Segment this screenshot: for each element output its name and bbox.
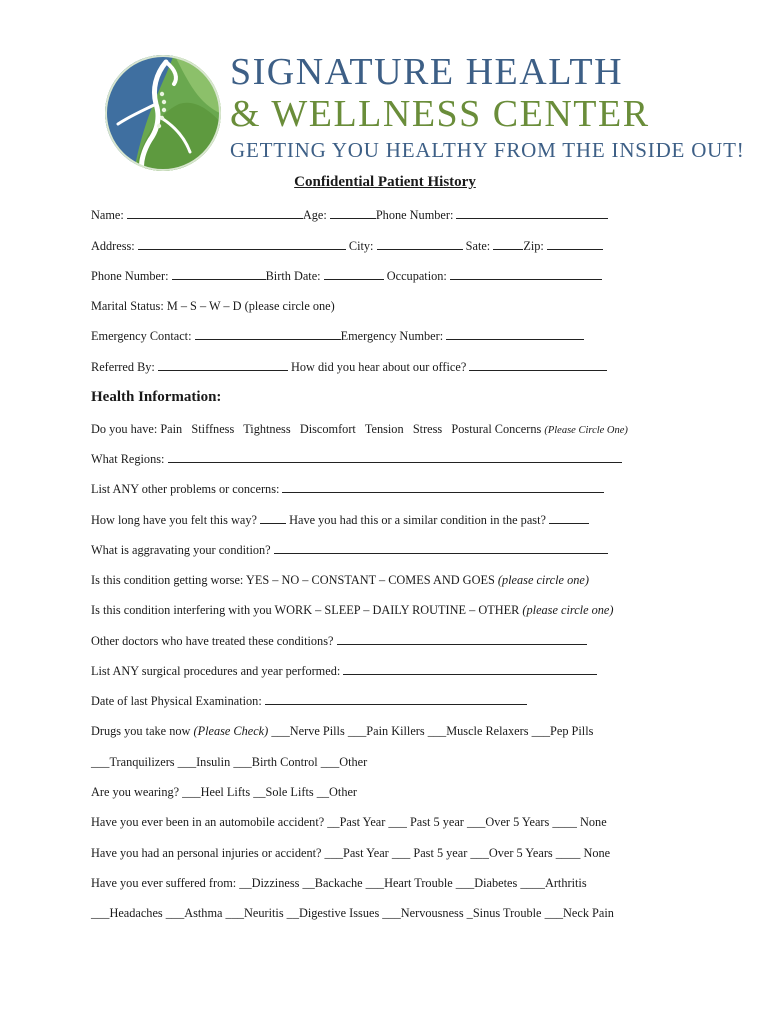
phone-field[interactable]	[456, 207, 608, 219]
row-address	[91, 238, 603, 254]
other-doctors-field[interactable]	[337, 633, 587, 645]
referred-by-label: Referred By:	[91, 360, 155, 374]
row-regions	[91, 451, 622, 467]
name-label: Name:	[91, 208, 124, 222]
surgical-field[interactable]	[343, 663, 597, 675]
phone2-field[interactable]	[172, 268, 266, 280]
clinic-logo	[104, 51, 745, 174]
regions-label: What Regions:	[91, 452, 165, 466]
row-name	[91, 207, 608, 223]
row-interfering[interactable]	[91, 602, 613, 618]
marital-status[interactable]: Marital Status: M – S – W – D (please circle one)	[91, 299, 335, 313]
row-auto-accident[interactable]: Have you ever been in an automobile accident? __Past Year ___ Past 5 year ___Over 5 Years ____ None	[91, 815, 607, 829]
city-field[interactable]	[377, 238, 463, 250]
surgical-label: List ANY surgical procedures and year performed:	[91, 664, 341, 678]
row-how-long	[91, 512, 589, 528]
occupation-label: Occupation:	[386, 269, 447, 283]
how-heard-label: How did you hear about our office?	[291, 360, 467, 374]
spine-logo-icon	[104, 54, 222, 172]
row-worse[interactable]	[91, 572, 589, 588]
worse-text: Is this condition getting worse: YES – NO – CONSTANT – COMES AND GOES	[91, 573, 495, 587]
name-field[interactable]	[127, 207, 303, 219]
row-emergency	[91, 328, 584, 344]
how-long-label: How long have you felt this way?	[91, 513, 257, 527]
drugs-note: (Please Check)	[193, 724, 269, 738]
row-birth	[91, 268, 602, 284]
zip-field[interactable]	[547, 238, 603, 250]
age-label: Age:	[302, 208, 327, 222]
row-surgical	[91, 663, 597, 679]
row-drugs-2[interactable]: ___Tranquilizers ___Insulin ___Birth Control ___Other	[91, 755, 368, 769]
emergency-number-label: Emergency Number:	[340, 329, 444, 343]
similar-field[interactable]	[549, 512, 589, 524]
row-drugs[interactable]	[91, 723, 593, 739]
city-label: City:	[348, 239, 374, 253]
phone-label: Phone Number:	[375, 208, 454, 222]
last-exam-label: Date of last Physical Examination:	[91, 694, 262, 708]
occupation-field[interactable]	[450, 268, 602, 280]
do-you-have-note: (Please Circle One)	[544, 425, 628, 436]
row-referred	[91, 359, 607, 375]
birth-date-label: Birth Date:	[265, 269, 321, 283]
row-personal-injuries[interactable]: Have you had an personal injuries or accident? ___Past Year ___ Past 5 year ___Over 5 Years ____ None	[91, 846, 611, 860]
how-long-field[interactable]	[260, 512, 286, 524]
logo-line2: & WELLNESS CENTER	[230, 93, 650, 135]
address-field[interactable]	[138, 238, 346, 250]
zip-label: Zip:	[523, 239, 544, 253]
interfering-text: Is this condition interfering with you WORK – SLEEP – DAILY ROUTINE – OTHER	[91, 603, 520, 617]
aggravating-field[interactable]	[274, 542, 608, 554]
state-label: Sate:	[465, 239, 491, 253]
row-problems	[91, 481, 604, 497]
do-you-have-text: Do you have: Pain Stiffness Tightness Discomfort Tension Stress Postural Concerns	[91, 422, 542, 436]
how-heard-field[interactable]	[469, 359, 607, 371]
problems-label: List ANY other problems or concerns:	[91, 482, 280, 496]
row-suffered[interactable]: Have you ever suffered from: __Dizziness __Backache ___Heart Trouble ___Diabetes ____Arthritis	[91, 876, 587, 890]
logo-line1: SIGNATURE HEALTH	[230, 51, 624, 93]
logo-tagline: GETTING YOU HEALTHY FROM THE INSIDE OUT!	[230, 138, 745, 162]
row-aggravating	[91, 542, 608, 558]
worse-note: (please circle one)	[497, 573, 589, 587]
state-field[interactable]	[493, 238, 523, 250]
similar-label: Have you had this or a similar condition in the past?	[289, 513, 546, 527]
other-doctors-label: Other doctors who have treated these conditions?	[91, 634, 334, 648]
emergency-contact-field[interactable]	[195, 328, 341, 340]
age-field[interactable]	[330, 207, 376, 219]
emergency-number-field[interactable]	[446, 328, 584, 340]
row-do-you-have[interactable]	[91, 421, 628, 439]
row-last-exam	[91, 693, 527, 709]
row-wearing[interactable]: Are you wearing? ___Heel Lifts __Sole Lifts __Other	[91, 785, 358, 799]
row-suffered-2[interactable]: ___Headaches ___Asthma ___Neuritis __Digestive Issues ___Nervousness _Sinus Trouble ___Neck Pain	[91, 906, 614, 920]
address-label: Address:	[91, 239, 135, 253]
last-exam-field[interactable]	[265, 693, 527, 705]
health-header: Health Information:	[91, 389, 222, 405]
problems-field[interactable]	[282, 481, 604, 493]
page-title: Confidential Patient History	[294, 174, 476, 190]
birth-date-field[interactable]	[324, 268, 384, 280]
regions-field[interactable]	[168, 451, 622, 463]
aggravating-label: What is aggravating your condition?	[91, 543, 271, 557]
logo-wordmark	[230, 51, 745, 162]
row-other-doctors	[91, 633, 587, 649]
phone2-label: Phone Number:	[91, 269, 169, 283]
drugs-prefix: Drugs you take now	[91, 724, 191, 738]
interfering-note: (please circle one)	[522, 603, 614, 617]
referred-by-field[interactable]	[158, 359, 288, 371]
drugs-items: ___Nerve Pills ___Pain Killers ___Muscle Relaxers ___Pep Pills	[271, 724, 594, 738]
emergency-contact-label: Emergency Contact:	[91, 329, 192, 343]
